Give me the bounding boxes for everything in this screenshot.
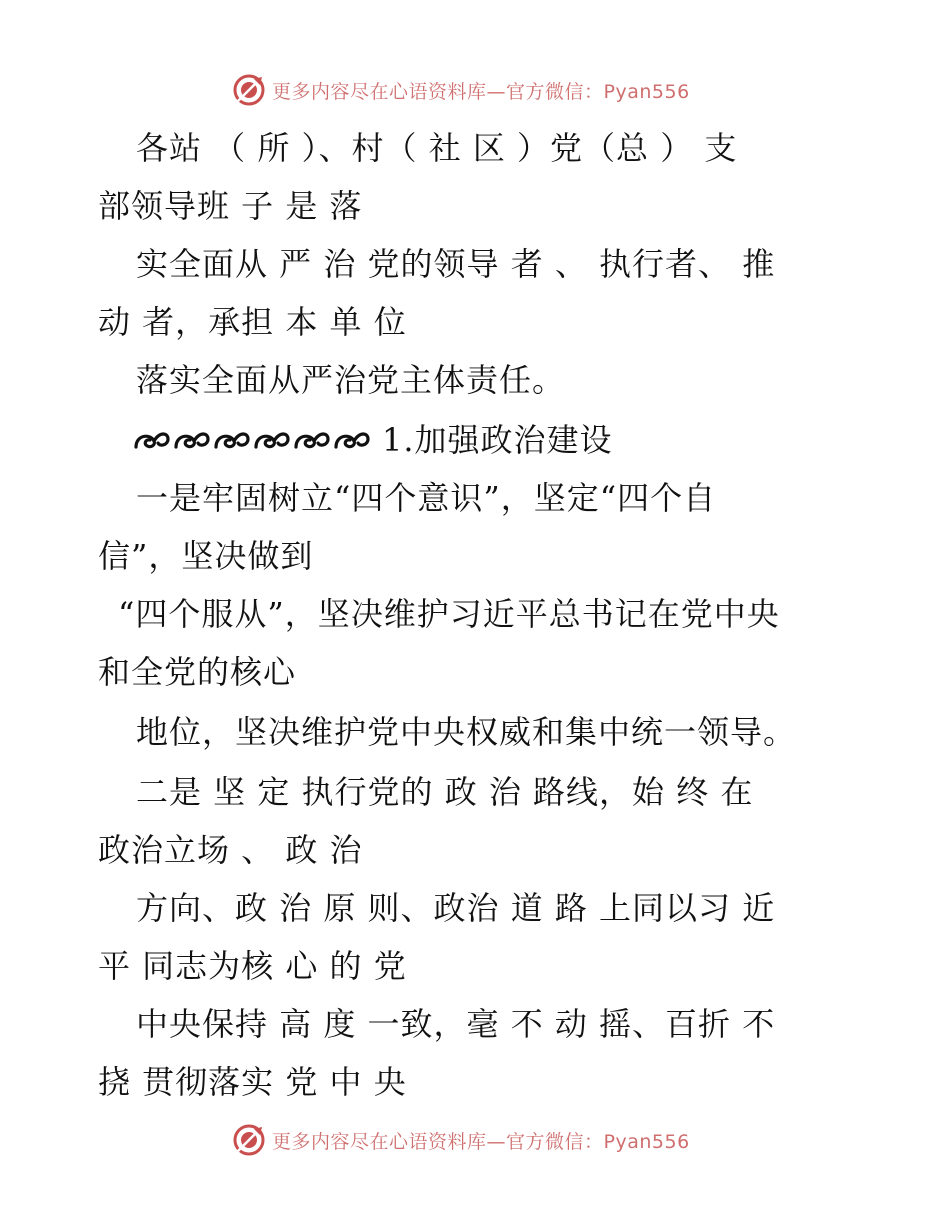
paragraph-line: 中央保持 高 度 一致，毫 不 动 摇、百折 不 bbox=[136, 1005, 776, 1043]
paragraph-line: 平 同志为核 心 的 党 bbox=[98, 947, 407, 985]
paragraph-line: “四个服从”，坚决维护习近平总书记在党中央 bbox=[118, 595, 780, 633]
watermark-text: 更多内容尽在心语资料库—官方微信：Pyan556 bbox=[272, 1130, 690, 1153]
paragraph-line: 一是牢固树立“四个意识”，坚定“四个自 bbox=[136, 479, 717, 517]
paragraph-line: 各站 （ 所 ）、村（ 社 区 ）党（总 ） 支 bbox=[136, 129, 738, 167]
fleuron-icon bbox=[332, 427, 372, 453]
fleuron-icon bbox=[292, 427, 332, 453]
section-heading bbox=[132, 420, 613, 460]
fleuron-icon bbox=[132, 427, 172, 453]
paragraph-line: 信”，坚决做到 bbox=[98, 537, 314, 575]
paragraph-line: 政治立场 、 政 治 bbox=[98, 831, 363, 869]
paragraph-line: 二是 坚 定 执行党的 政 治 路线，始 终 在 bbox=[136, 773, 754, 811]
pen-circle-logo-icon bbox=[232, 1123, 266, 1157]
fleuron-icon bbox=[212, 427, 252, 453]
watermark-text: 更多内容尽在心语资料库—官方微信：Pyan556 bbox=[272, 80, 690, 103]
paragraph-line: 地位，坚决维护党中央权威和集中统一领导。 bbox=[136, 713, 797, 751]
paragraph-line: 落实全面从严治党主体责任。 bbox=[136, 361, 566, 399]
paragraph-line: 方向、政 治 原 则、政治 道 路 上同以习 近 bbox=[136, 889, 776, 927]
paragraph-line: 实全面从 严 治 党的领导 者 、 执行者、 推 bbox=[136, 245, 776, 283]
paragraph-line: 挠 贯彻落实 党 中 央 bbox=[98, 1063, 407, 1101]
watermark-footer bbox=[232, 1122, 712, 1158]
paragraph-line: 部领导班 子 是 落 bbox=[98, 187, 363, 225]
paragraph-line: 和全党的核心 bbox=[98, 653, 297, 691]
paragraph-line: 动 者，承担 本 单 位 bbox=[98, 303, 407, 341]
fleuron-icon bbox=[252, 427, 292, 453]
section-heading-text: 1.加强政治建设 bbox=[382, 421, 613, 459]
fleuron-icon bbox=[172, 427, 212, 453]
